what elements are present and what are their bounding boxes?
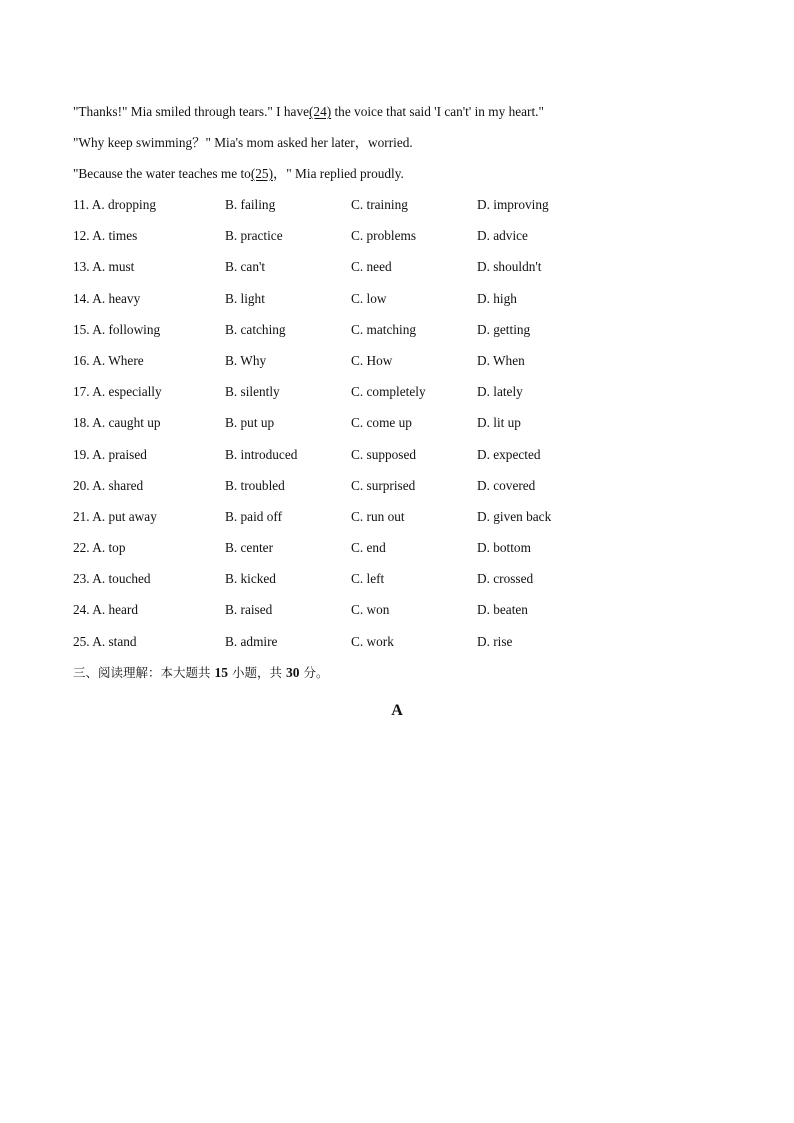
option-b: B. admire [225,633,278,649]
option-b: B. center [225,540,273,556]
section-heading-middle: 小题，共 [231,665,282,680]
option-b: B. put up [225,415,275,431]
option-b: B. raised [225,602,273,618]
option-a [73,602,138,618]
question-number: 18. [73,415,90,431]
question-number: 20. [73,477,90,493]
question-number: 21. [73,508,90,524]
option-b: B. kicked [225,571,276,587]
question-number: 22. [73,540,90,556]
option-d: D. high [477,290,517,306]
option-c: C. low [351,290,387,306]
option-a [73,197,156,213]
option-d: D. beaten [477,602,528,618]
option-a-text: A. shared [92,477,144,493]
question-number: 19. [73,446,90,462]
option-a-text: A. stand [92,633,137,649]
option-a-text: A. heavy [92,290,141,306]
option-a [73,447,147,463]
option-row [73,415,713,446]
passage-line-1-before: "Thanks!" Mia smiled through tears." I have [73,104,309,119]
section-question-count: 15 [214,665,228,680]
question-number: 25. [73,633,90,649]
option-row [73,571,713,602]
option-c: C. come up [351,415,412,431]
question-number: 14. [73,290,90,306]
option-row [73,322,713,353]
option-row [73,228,713,259]
option-d: D. lately [477,384,523,400]
option-c: C. supposed [351,446,417,462]
option-b: B. light [225,290,265,306]
option-a [73,571,151,587]
option-d: D. bottom [477,540,531,556]
option-b: B. failing [225,197,276,212]
option-b: B. Why [225,352,267,368]
section-heading-prefix: 三、阅读理解：本大题共 [73,665,211,680]
option-d: D. shouldn't [477,259,542,275]
option-a-text: A. especially [92,384,162,400]
option-d: D. getting [477,321,531,337]
passage-line-3-before: "Because the water teaches me to [73,166,251,181]
blank-25: (25) [250,166,273,181]
option-row [73,259,713,290]
option-c: C. matching [351,321,416,337]
option-a [73,228,137,244]
option-b: B. introduced [225,446,298,462]
option-a-text: A. heard [92,602,138,618]
option-row [73,634,713,665]
section-heading [73,665,328,681]
question-number: 15. [73,321,90,337]
option-b: B. silently [225,384,280,400]
option-c: C. run out [351,508,405,524]
section-heading-suffix: 分。 [303,665,329,680]
passage-line-2: "Why keep swimming？" Mia's mom asked her later，worried. [73,135,413,150]
option-c: C. completely [351,384,426,400]
option-d: D. given back [477,508,552,524]
option-c: C. surprised [351,477,416,493]
option-row [73,478,713,509]
option-a-text: A. caught up [92,415,161,431]
section-points: 30 [285,665,300,680]
option-a [73,634,137,650]
option-d: D. expected [477,446,541,462]
option-a-text: A. following [92,321,161,337]
option-a-text: A. times [92,228,138,244]
option-b: B. paid off [225,508,282,524]
option-b: B. catching [225,321,286,337]
question-number: 24. [73,602,90,618]
question-number: 23. [73,571,90,587]
option-d: D. rise [477,633,513,649]
option-c: C. need [351,259,392,275]
option-a [73,353,144,369]
option-c: C. work [351,633,394,649]
option-d: D. improving [477,197,549,212]
option-row [73,447,713,478]
option-d: D. advice [477,228,528,244]
option-row [73,384,713,415]
blank-24: (24) [309,104,332,119]
question-number: 17. [73,384,90,400]
option-b: B. can't [225,259,266,275]
option-c: C. end [351,540,386,556]
options-list [73,197,713,665]
question-number: 12. [73,228,90,244]
passage-line-3 [73,166,404,182]
option-c: C. left [351,571,385,587]
option-d: D. covered [477,477,536,493]
option-a-text: A. touched [92,571,151,587]
option-a-text: A. must [92,259,135,275]
option-a [73,384,162,400]
passage-line-3-after: ，" Mia replied proudly. [273,166,404,181]
option-c: C. How [351,352,393,368]
option-c: C. won [351,602,390,618]
option-c: C. training [351,197,408,212]
option-b: B. practice [225,228,283,244]
option-d: D. When [477,352,525,368]
option-a-text: A. Where [92,352,144,368]
passage-line-1-after: the voice that said 'I can't' in my heart." [331,104,544,119]
option-c: C. problems [351,228,417,244]
option-a [73,540,125,556]
option-row [73,197,713,228]
option-row [73,291,713,322]
option-a [73,291,140,307]
passage-line-1 [73,104,544,120]
option-row [73,602,713,633]
option-a [73,259,134,275]
passage-label: A [391,702,403,719]
option-a-text: A. put away [92,508,157,524]
option-b: B. troubled [225,477,285,493]
option-a-text: A. top [92,540,126,556]
option-d: D. crossed [477,571,534,587]
option-row [73,540,713,571]
option-a [73,478,143,494]
option-a [73,415,161,431]
option-a-text: A. praised [92,446,147,462]
option-a [73,509,157,525]
option-row [73,353,713,384]
question-number: 16. [73,352,90,368]
option-a-text: A. dropping [91,197,156,212]
option-d: D. lit up [477,415,521,431]
option-a [73,322,160,338]
option-row [73,509,713,540]
question-number: 13. [73,259,90,275]
question-number: 11. [73,197,90,212]
